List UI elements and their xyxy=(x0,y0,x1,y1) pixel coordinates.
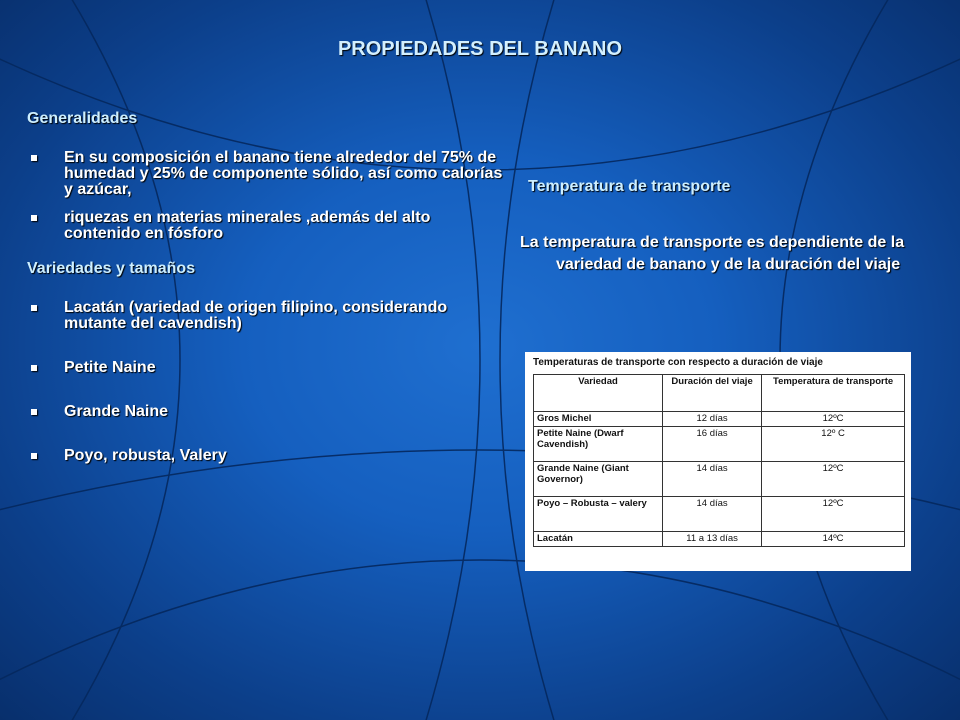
list-item-text: Grande Naine xyxy=(64,403,169,420)
table-row xyxy=(534,532,905,547)
heading-variedades: Variedades y tamaños xyxy=(27,260,196,277)
bullet-icon xyxy=(31,155,37,161)
heading-generalidades: Generalidades xyxy=(27,110,138,127)
transport-table-image xyxy=(525,352,911,571)
bullet-icon xyxy=(31,409,37,415)
table-row xyxy=(534,497,905,532)
cell-temperature: 12ºC xyxy=(762,497,905,532)
cell-temperature: 14ºC xyxy=(762,532,905,547)
column-header: Variedad xyxy=(534,375,663,412)
list-item-text: Petite Naine xyxy=(64,359,156,376)
list-item-text: Poyo, robusta, Valery xyxy=(64,447,227,464)
cell-variety: Lacatán xyxy=(534,532,663,547)
column-header: Temperatura de transporte xyxy=(762,375,905,412)
table-row xyxy=(534,462,905,497)
table-row xyxy=(534,412,905,427)
cell-variety: Poyo – Robusta – valery xyxy=(534,497,663,532)
list-item xyxy=(27,404,507,420)
bullet-icon xyxy=(31,305,37,311)
list-item xyxy=(27,210,507,242)
cell-temperature: 12ºC xyxy=(762,412,905,427)
bullet-icon xyxy=(31,453,37,459)
generalidades-list xyxy=(27,150,507,242)
variedades-list xyxy=(27,300,507,464)
cell-variety: Petite Naine (Dwarf Cavendish) xyxy=(534,427,663,462)
list-item-text: riquezas en materias minerales ,además del alto contenido en fósforo xyxy=(64,209,431,242)
table-row xyxy=(534,427,905,462)
left-column xyxy=(27,110,507,492)
heading-temperatura: Temperatura de transporte xyxy=(528,178,731,195)
cell-duration: 16 días xyxy=(663,427,762,462)
cell-duration: 11 a 13 días xyxy=(663,532,762,547)
table-caption: Temperaturas de transporte con respecto a duración de viaje xyxy=(533,357,823,368)
cell-temperature: 12ºC xyxy=(762,462,905,497)
list-item xyxy=(27,300,507,332)
transport-table xyxy=(533,374,905,547)
column-header: Duración del viaje xyxy=(663,375,762,412)
cell-temperature: 12º C xyxy=(762,427,905,462)
slide-title: PROPIEDADES DEL BANANO xyxy=(337,38,623,60)
bullet-icon xyxy=(31,365,37,371)
cell-duration: 14 días xyxy=(663,497,762,532)
bullet-icon xyxy=(31,215,37,221)
list-item-text: En su composición el banano tiene alrededor del 75% de humedad y 25% de componente sólido, así como calorías y azúcar, xyxy=(64,149,503,198)
list-item-text: Lacatán (variedad de origen filipino, considerando mutante del cavendish) xyxy=(64,299,448,332)
cell-variety: Gros Michel xyxy=(534,412,663,427)
cell-duration: 12 días xyxy=(663,412,762,427)
list-item xyxy=(27,448,507,464)
list-item xyxy=(27,360,507,376)
list-item xyxy=(27,150,507,198)
temperature-paragraph: La temperatura de transporte es dependiente de la variedad de banano y de la duración del viaje xyxy=(520,234,905,273)
cell-variety: Grande Naine (Giant Governor) xyxy=(534,462,663,497)
cell-duration: 14 días xyxy=(663,462,762,497)
